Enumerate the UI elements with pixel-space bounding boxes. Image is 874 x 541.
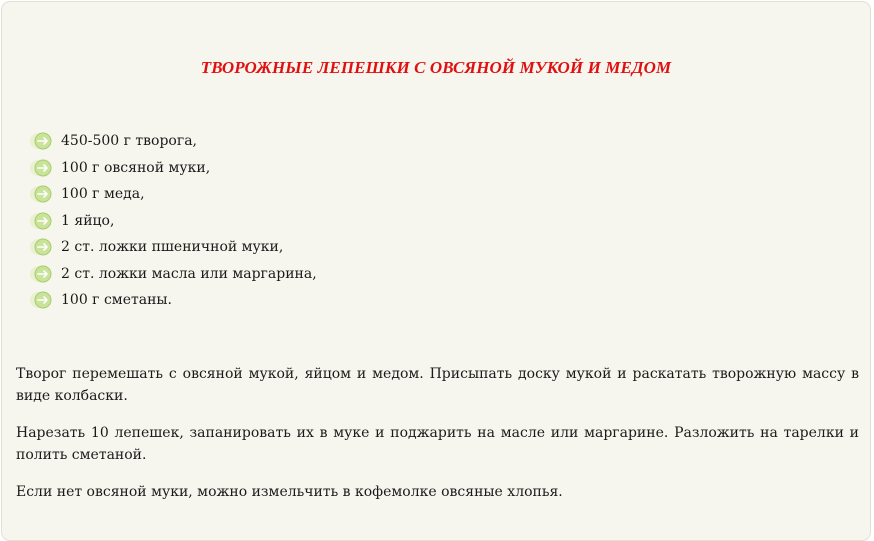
- instruction-paragraph: Если нет овсяной муки, можно измельчить в кофемолке овсяные хлопья.: [16, 484, 563, 500]
- ingredient-text: 100 г овсяной муки,: [61, 159, 211, 176]
- green-leaf-arrow-icon: [28, 131, 54, 151]
- list-item: [28, 128, 317, 155]
- green-leaf-arrow-icon: [28, 184, 54, 204]
- green-leaf-arrow-icon: [28, 264, 54, 284]
- list-item: [28, 181, 317, 208]
- recipe-card: [1, 1, 871, 541]
- ingredients-list: [28, 128, 317, 314]
- list-item: [28, 287, 317, 314]
- green-leaf-arrow-icon: [28, 237, 54, 257]
- ingredient-text: 1 яйцо,: [61, 212, 115, 229]
- list-item: [28, 208, 317, 235]
- instruction-paragraph: Творог перемешать с овсяной мукой, яйцом и медом. Присыпать доску мукой и раскатать творожную массу в виде колбаски.: [16, 366, 859, 404]
- ingredient-text: 100 г сметаны.: [61, 292, 172, 309]
- list-item: [28, 155, 317, 182]
- recipe-title: ТВОРОЖНЫЕ ЛЕПЕШКИ С ОВСЯНОЙ МУКОЙ И МЕДОМ: [200, 58, 672, 77]
- instruction-paragraph: Нарезать 10 лепешек, запанировать их в муке и поджарить на масле или маргарине. Разложить на тарелки и полить сметаной.: [16, 425, 859, 463]
- list-item: [28, 261, 317, 288]
- green-leaf-arrow-icon: [28, 290, 54, 310]
- ingredient-text: 2 ст. ложки пшеничной муки,: [61, 239, 284, 256]
- ingredient-text: 2 ст. ложки масла или маргарина,: [61, 265, 317, 282]
- green-leaf-arrow-icon: [28, 158, 54, 178]
- green-leaf-arrow-icon: [28, 211, 54, 231]
- ingredient-text: 450-500 г творога,: [61, 133, 197, 150]
- list-item: [28, 234, 317, 261]
- ingredient-text: 100 г меда,: [61, 186, 145, 203]
